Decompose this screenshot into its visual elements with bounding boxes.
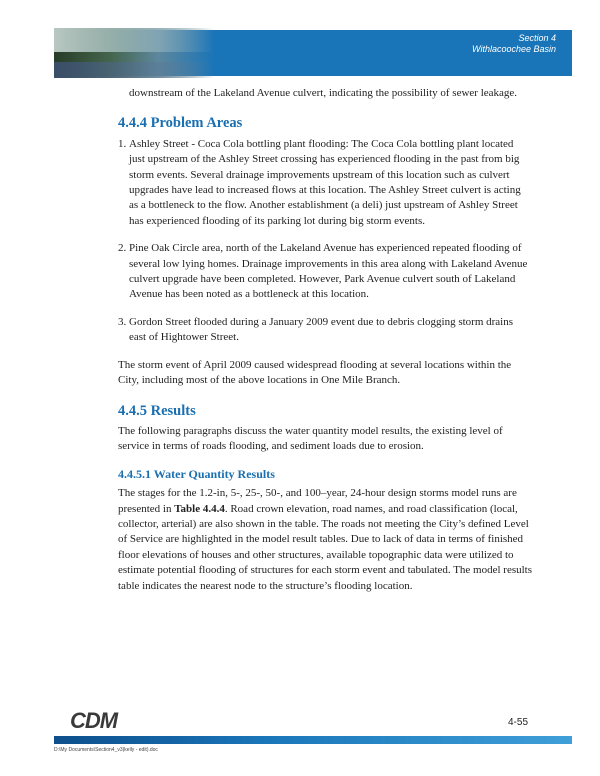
table-reference: Table 4.4.4 (174, 502, 225, 515)
page-content (118, 86, 532, 594)
problem-areas-closing: The storm event of April 2009 caused widespread flooding at several locations within the City, including most of the above locations in One Mile Branch. (118, 358, 512, 387)
list-item-text: Pine Oak Circle area, north of the Lakeland Avenue has experienced repeated flooding of several low lying homes. Drainage improvements in this area along with Lakeland Avenue culvert upgrade have been completed. However, Park Avenue culvert south of Lakeland Avenue has been noted as a bottleneck at this location. (129, 242, 528, 301)
results-text: The following paragraphs discuss the water quantity model results, the existing level of service in terms of roads flooding, and sediment loads due to erosion. (118, 424, 503, 453)
intro-continuation: downstream of the Lakeland Avenue culvert, indicating the possibility of sewer leakage. (129, 87, 518, 99)
list-item (118, 315, 532, 346)
water-quantity-text-before: The stages for the 1.2-in, 5-, 25-, 50-, and 100–year, 24-hour design storms model runs are presented in (118, 487, 517, 515)
problem-areas-heading: 4.4.4 Problem Areas (118, 115, 243, 132)
results-heading: 4.4.5 Results (118, 402, 196, 419)
water-quantity-text-after: . Road crown elevation, road names, and road classification (local, collector, arterial) are also shown in the table. The roads not meeting the City’s defined Level of Service are highlighted in the model result tables. Due to lack of data in terms of finished floor elevations of houses and other structures, available topographic data were utilized to estimate potential flooding of structures for each storm event and tabulated. The model results table indicates the nearest node to the structure’s flooding location. (118, 502, 533, 592)
list-item-text: Ashley Street - Coca Cola bottling plant flooding: The Coca Cola bottling plant located just upstream of the Ashley Street crossing has experienced flooding in the past from big storm events. Several drainage improvements upstream of this location such as culvert upgrades have lead to increased flows at this location. The Ashley Street culvert is acting as a bottleneck to the flow. Another establishment (a deli) just upstream of Ashley Street has experienced flooding of its parking lot during big storm events. (129, 137, 521, 227)
list-item-text: Gordon Street flooded during a January 2009 event due to debris clogging storm drains east of Hightower Street. (129, 315, 514, 344)
list-item (118, 137, 532, 229)
list-item-number: 3. (118, 315, 127, 328)
list-item-number: 1. (118, 137, 127, 150)
cdm-logo: CDM (70, 708, 118, 733)
basin-label: Withlacoochee Basin (472, 44, 556, 54)
file-path: D:\My Documents\Section4_v3(kelly - edit).doc (54, 747, 158, 753)
list-item (118, 241, 532, 303)
header-photo (54, 28, 214, 78)
water-quantity-text (118, 486, 532, 594)
header-text (472, 33, 556, 55)
page-number: 4-55 (508, 717, 529, 728)
header-photo-sky (54, 28, 214, 52)
problem-areas-list (118, 137, 532, 346)
section-label: Section 4 (518, 33, 556, 43)
list-item-number: 2. (118, 242, 127, 255)
footer-rule (54, 736, 572, 744)
water-quantity-heading: 4.4.5.1 Water Quantity Results (118, 466, 275, 481)
header-photo-water (54, 62, 214, 78)
